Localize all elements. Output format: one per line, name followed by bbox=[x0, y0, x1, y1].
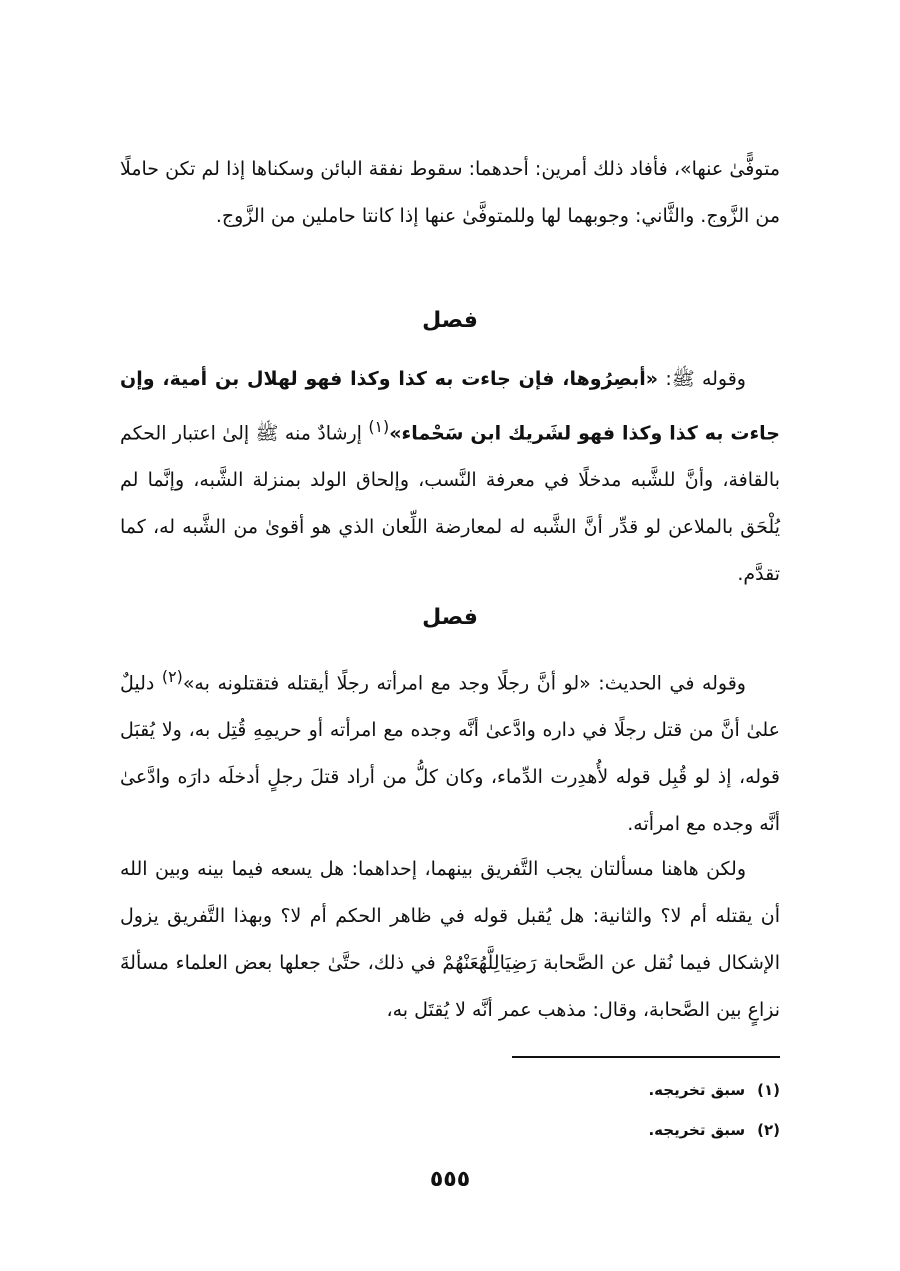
footnotes bbox=[120, 1070, 780, 1150]
section-heading: فصل bbox=[422, 308, 478, 333]
paragraph-hadith bbox=[120, 653, 780, 848]
footnote-ref[interactable]: (١) bbox=[368, 417, 390, 436]
paragraph-text: دليلٌ علىٰ أنَّ من قتل رجلًا في داره وادَّعىٰ أنَّه وجده مع امرأته أو حريمِهِ قُتِل به، ولا يُقبَل قوله، إذ لو قُبِل قوله لأُهدِرت الدِّماء، وكان كلُّ من أراد قتلَ رجلٍ أدخلَه دارَه وادَّعىٰ أنَّه وجده مع امرأته. bbox=[120, 672, 780, 836]
hadith-quote: «أبصِرُوها، فإن جاءت به كذا وكذا فهو لهلال بن أمية، وإن جاءت به كذا وكذا فهو لشَريك ابن سَحْماء» bbox=[120, 368, 780, 445]
footnote-item bbox=[120, 1070, 780, 1110]
paragraph-hilal bbox=[120, 356, 780, 598]
paragraph-text: إرشادٌ منه ﷺ إلىٰ اعتبار الحكم بالقافة، وأنَّ للشَّبه مدخلًا في معرفة النَّسب، وإلحاق الولد بمنزلة الشَّبه، وإنَّما لم يُلْحَق بالملاعن لو قدِّر أنَّ الشَّبه له لمعارضة اللِّعان الذي هو أقوىٰ من الشَّبه له، كما تقدَّم. bbox=[120, 422, 780, 586]
footnote-text: سبق تخريجه. bbox=[648, 1121, 746, 1139]
footnote-ref[interactable]: (٢) bbox=[161, 667, 183, 686]
paragraph-text: متوفًّىٰ عنها»، فأفاد ذلك أمرين: أحدهما: سقوط نفقة البائن وسكناها إذا لم تكن حاملًا من الزَّوج. والثَّاني: وجوبهما لها وللمتوفَّىٰ عنها إذا كانتا حاملين من الزَّوج. bbox=[120, 158, 780, 227]
section-heading: فصل bbox=[422, 605, 478, 630]
page-number: ٥٥٥ bbox=[429, 1167, 471, 1192]
footnote-item bbox=[120, 1110, 780, 1150]
paragraph-continuation bbox=[120, 146, 780, 240]
footnote-text: سبق تخريجه. bbox=[648, 1081, 746, 1099]
paragraph-two-issues bbox=[120, 846, 780, 1034]
paragraph-text: وقوله في الحديث: «لو أنَّ رجلًا وجد مع امرأته رجلًا أيقتله فتقتلونه به» bbox=[182, 672, 746, 695]
paragraph-intro: وقوله ﷺ: bbox=[658, 368, 746, 390]
footnote-number: (٢) bbox=[757, 1121, 780, 1139]
paragraph-text: ولكن هاهنا مسألتان يجب التَّفريق بينهما، إحداهما: هل يسعه فيما بينه وبين الله أن يقتله أم لا؟ والثانية: هل يُقبل قوله في ظاهر الحكم أم لا؟ وبهذا التَّفريق يزول الإشكال فيما نُقل عن الصَّحابة رَضِيَالِلَّهُعَنْهُمْ في ذلك، حتَّىٰ جعلها بعض العلماء مسألةَ نزاعٍ بين الصَّحابة، وقال: مذهب عمر أنَّه لا يُقتَل به، bbox=[120, 858, 780, 1021]
footnote-number: (١) bbox=[757, 1081, 780, 1099]
footnote-divider bbox=[512, 1056, 780, 1058]
